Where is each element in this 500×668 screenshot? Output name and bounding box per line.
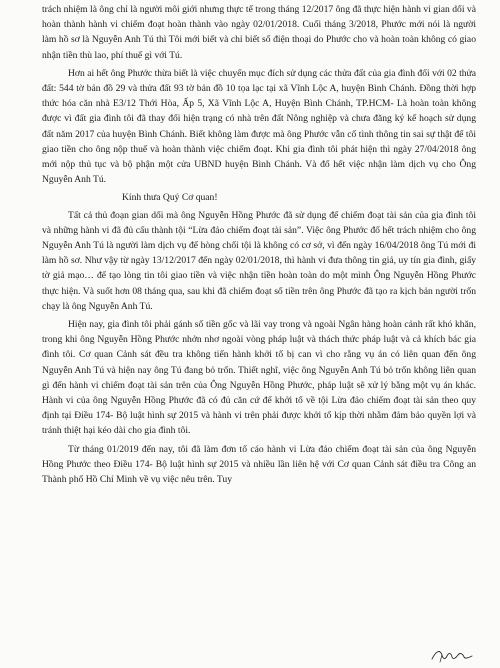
handwritten-signature [430, 645, 474, 665]
paragraph-continuation: trách nhiệm là ông chỉ là người môi giới nhưng thực tế trong tháng 12/2017 ông đã thực hiện hành vi gian dối và hoàn thành hành vi chiếm đoạt hoàn thành vào ngày 02/01/2018. Cuối tháng 3/2018, Phước mới nói là người làm hồ sơ là Nguyễn Anh Tú thì Tôi mới biết và chỉ biết số điện thoại do Phước cho và hoàn toàn không có giao nhận tiền thù lao, phí thuế gì với Tú. [42, 4, 476, 61]
paragraph-complaint-history: Từ tháng 01/2019 đến nay, tôi đã làm đơn tố cáo hành vi Lừa đảo chiếm đoạt tài sản của ông Nguyễn Hồng Phước theo Điều 174- Bộ luật hình sự 2015 và nhiều lần liên hệ với Cơ quan Cảnh sát điều tra Công an Thành phố Hồ Chí Minh về vụ việc nêu trên. Tuy [42, 443, 476, 486]
salutation: Kính thưa Quý Cơ quan! [122, 192, 218, 204]
paragraph-fraud-acts: Tất cả thủ đoạn gian dối mà ông Nguyễn Hồng Phước đã sử dụng để chiếm đoạt tài sản của gia đình tôi và những hành vi đã đủ cấu thành tội “Lừa đảo chiếm đoạt tài sản”. Việc ông Phước đổ hết trách nhiệm cho ông Nguyễn Anh Tú là người làm dịch vụ để hòng chối tội là không có cơ sở, vì đến ngày 16/04/2018 ông Tú mới đi làm hồ sơ. Như vậy từ ngày 13/12/2017 đến ngày 02/01/2018, thì hành vi đưa thông tin giả, uy tín gia đình, giấy tờ giả mạo… để tạo lòng tin tôi giao tiền và việc nhận tiền hoàn toàn do một mình Ông Nguyễn Hồng Phước thực hiện. Và suốt hơn 08 tháng qua, sau khi đã chiếm đoạt số tiền trên ông Phước đã tạo ra kịch bản người trốn chạy là ông Nguyễn Anh Tú. [42, 209, 476, 312]
paragraph-land-use: Hơn ai hết ông Phước thừa biết là việc chuyển mục đích sử dụng các thửa đất của gia đình đối với 02 thửa đất: 544 tờ bản đồ 29 và thửa đất 93 tờ bản đồ 10 tọa lạc tại xã Vĩnh Lộc A, huyện Bình Chánh. Đồng thời hợp thức hóa căn nhà E3/12 Thới Hòa, Ấp 5, Xã Vĩnh Lộc A, Huyện Bình Chánh, TP.HCM- Là hoàn toàn không được vì đất gia đình tôi đã thay đổi hiện trạng có nhà trên đất Nông nghiệp và chưa đăng ký kế hoạch sử dụng đất năm 2017 của huyện Bình Chánh. Biết không làm được mà ông Phước vẫn cố tình thông tin sai sự thật để tôi giao tiền cho ông nộp thuế và hoàn thành việc chiếm đoạt. Khi gia đình tôi phát hiện thì ngày 27/04/2018 ông mới nộp thủ tục và bộ phận một cửa UBND huyện Bình Chánh. Và đổ hết việc nhận làm dịch vụ cho Ông Nguyễn Anh Tú. [42, 67, 476, 186]
document-body [42, 2, 476, 490]
paragraph-current-situation: Hiện nay, gia đình tôi phải gánh số tiền gốc và lãi vay trong và ngoài Ngân hàng hoàn cảnh rất khó khăn, trong khi ông Nguyễn Hồng Phước nhởn nhơ ngoài vòng pháp luật và thách thức pháp luật và cả khích bác gia đình tôi. Cơ quan Cảnh sát đều tra không tiến hành khởi tố bị can vì cho rằng vụ án có liên quan đến ông Nguyễn Anh Tú và hiện nay ông Tú đang bỏ trốn. Thiết nghĩ, việc ông Nguyễn Anh Tú bỏ trốn không liên quan gì đến hành vi chiếm đoạt tài sản trên của Ông Nguyễn Hồng Phước, pháp luật sẽ xử lý bằng một vụ án khác. Hành vi của ông Nguyễn Hồng Phước đã có đủ căn cứ để khởi tố về tội Lừa đảo chiếm đoạt tài sản theo quy định tại Điều 174- Bộ luật hình sự 2015 và hành vi trên phải được khởi tố kịp thời nhằm đảm bảo quyền lợi và tránh thiệt hại kéo dài cho gia đình tôi. [42, 319, 476, 437]
